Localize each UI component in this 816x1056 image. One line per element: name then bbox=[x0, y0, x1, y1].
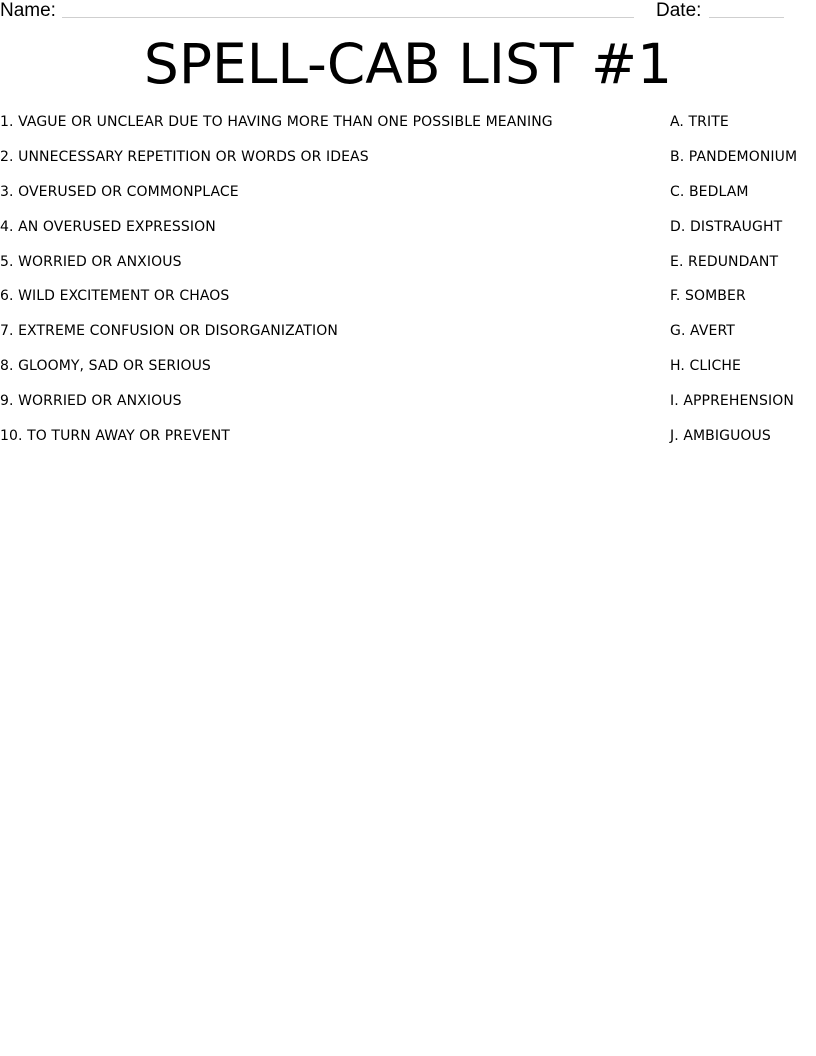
answer-item: F. SOMBER bbox=[670, 288, 746, 305]
name-label: Name: bbox=[0, 0, 56, 21]
clue-item: 2. UNNECESSARY REPETITION OR WORDS OR IDEAS bbox=[0, 148, 369, 165]
answer-item: G. AVERT bbox=[670, 323, 735, 340]
clue-item: 4. AN OVERUSED EXPRESSION bbox=[0, 218, 216, 235]
worksheet-title: SPELL-CAB LIST #1 bbox=[143, 32, 673, 96]
answer-list bbox=[670, 112, 816, 461]
clue-item: 7. EXTREME CONFUSION OR DISORGANIZATION bbox=[0, 323, 338, 340]
answer-item: H. CLICHE bbox=[670, 358, 741, 375]
clue-list bbox=[0, 112, 640, 461]
clue-item: 10. TO TURN AWAY OR PREVENT bbox=[0, 428, 230, 445]
name-blank-line bbox=[62, 17, 634, 18]
answer-item: E. REDUNDANT bbox=[670, 253, 779, 270]
answer-item: D. DISTRAUGHT bbox=[670, 218, 783, 235]
date-label: Date: bbox=[656, 0, 702, 21]
clue-item: 3. OVERUSED OR COMMONPLACE bbox=[0, 183, 239, 200]
answer-item: B. PANDEMONIUM bbox=[670, 148, 798, 165]
clue-item: 9. WORRIED OR ANXIOUS bbox=[0, 393, 182, 410]
clue-item: 8. GLOOMY, SAD OR SERIOUS bbox=[0, 358, 211, 375]
answer-item: J. AMBIGUOUS bbox=[670, 428, 771, 445]
answer-item: C. BEDLAM bbox=[670, 183, 749, 200]
answer-item: A. TRITE bbox=[670, 114, 729, 130]
date-blank-line bbox=[709, 17, 784, 18]
clue-item: 6. WILD EXCITEMENT OR CHAOS bbox=[0, 288, 230, 305]
clue-item: 1. VAGUE OR UNCLEAR DUE TO HAVING MORE THAN ONE POSSIBLE MEANING bbox=[0, 114, 553, 130]
answer-item: I. APPREHENSION bbox=[670, 393, 794, 410]
clue-item: 5. WORRIED OR ANXIOUS bbox=[0, 253, 182, 270]
worksheet-header bbox=[0, 0, 816, 24]
